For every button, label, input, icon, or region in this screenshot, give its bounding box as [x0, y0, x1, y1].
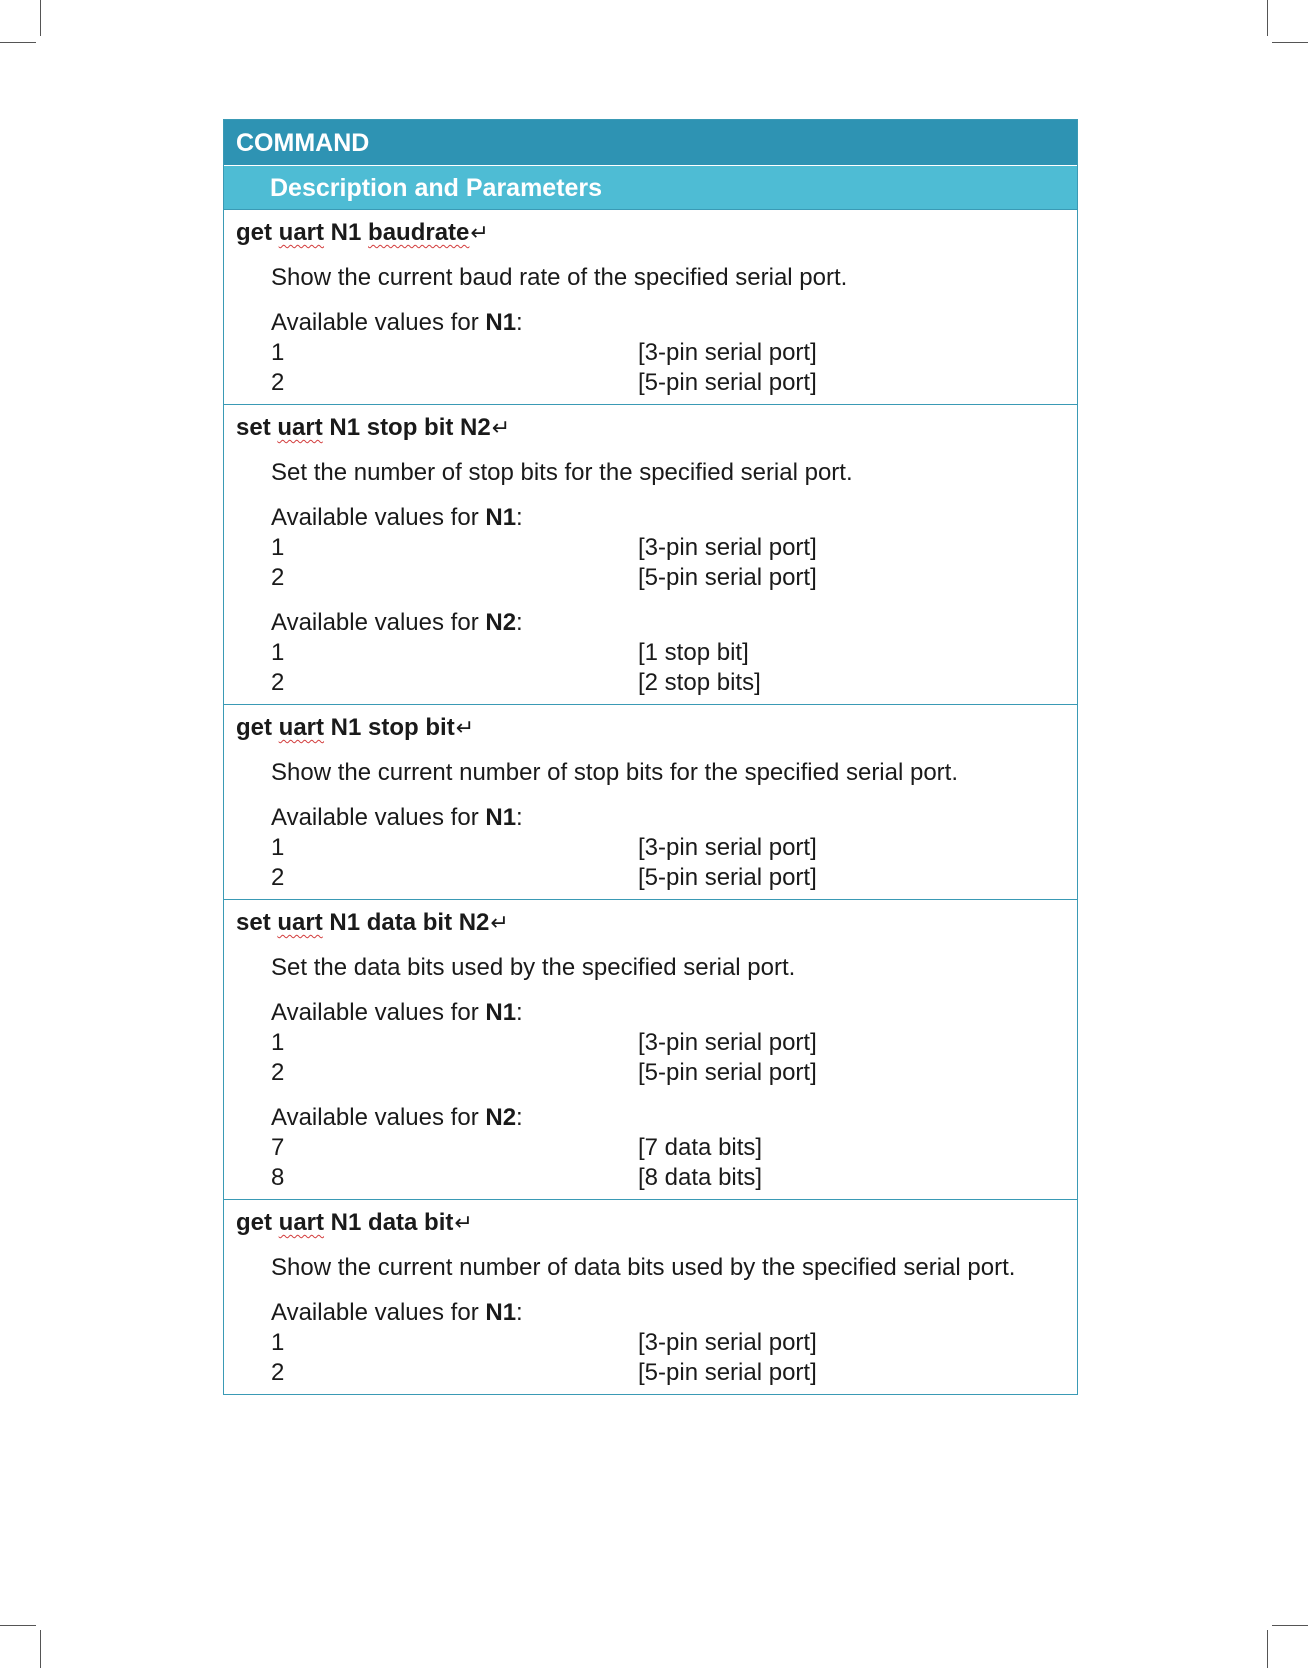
command-syntax-part: get	[236, 714, 279, 741]
command-syntax-part: set	[236, 414, 278, 441]
command-syntax-part: uart	[278, 714, 325, 741]
crop-mark-bottom-right-h	[1272, 1625, 1308, 1626]
command-syntax	[224, 908, 1077, 938]
command-syntax	[224, 1208, 1077, 1238]
parameter-value-row	[224, 1133, 1077, 1163]
return-icon: ↵	[490, 910, 509, 935]
parameter-value-row	[224, 533, 1077, 563]
parameter-value-label: [3-pin serial port]	[638, 1029, 817, 1056]
parameter-value-label: [2 stop bits]	[638, 669, 761, 696]
parameter-value-key: 2	[271, 369, 285, 396]
available-prefix: Available values for	[271, 609, 486, 636]
command-entry	[224, 704, 1077, 899]
parameter-value-label: [5-pin serial port]	[638, 864, 817, 891]
command-syntax-part: uart	[278, 219, 325, 246]
command-syntax	[224, 218, 1077, 248]
parameter-value-key: 7	[271, 1134, 285, 1161]
parameter-value-row	[224, 1358, 1077, 1388]
available-values-label: Available values for N1:	[271, 1299, 523, 1326]
parameter-name: N2	[485, 609, 517, 636]
parameter-value-row	[224, 638, 1077, 668]
return-icon: ↵	[491, 415, 511, 440]
parameter-value-row	[224, 563, 1077, 593]
command-syntax-part: set	[236, 909, 278, 936]
available-prefix: Available values for	[271, 309, 486, 336]
parameter-name: N1	[485, 804, 517, 831]
parameter-name: N1	[485, 504, 517, 531]
parameter-value-label: [8 data bits]	[638, 1164, 763, 1191]
parameter-value-key: 1	[271, 1329, 285, 1356]
parameter-value-label: [5-pin serial port]	[638, 369, 817, 396]
command-entries	[224, 209, 1077, 1394]
command-entry	[224, 1199, 1077, 1394]
command-syntax-part: uart	[277, 414, 323, 441]
command-syntax-part: get	[236, 219, 279, 246]
command-entry	[224, 899, 1077, 1199]
available-values-label: Available values for N1:	[271, 999, 523, 1026]
parameter-name: N1	[485, 1299, 517, 1326]
parameter-value-label: [3-pin serial port]	[638, 834, 817, 861]
parameter-value-key: 2	[271, 864, 285, 891]
command-entry	[224, 404, 1077, 704]
command-syntax	[224, 713, 1077, 743]
parameter-name: N1	[485, 999, 517, 1026]
available-prefix: Available values for	[271, 504, 486, 531]
command-description: Show the current baud rate of the specified serial port.	[271, 264, 848, 291]
available-prefix: Available values for	[271, 804, 486, 831]
available-values-label: Available values for N2:	[271, 1104, 523, 1131]
parameter-value-label: [7 data bits]	[638, 1134, 763, 1161]
parameter-value-row	[224, 1058, 1077, 1088]
parameter-value-key: 2	[271, 1059, 285, 1086]
command-description: Show the current number of data bits used by the specified serial port.	[271, 1254, 1016, 1281]
parameter-value-key: 8	[271, 1164, 285, 1191]
available-prefix: Available values for	[271, 1299, 486, 1326]
crop-mark-top-left-v	[40, 0, 41, 36]
return-icon: ↵	[454, 1210, 473, 1235]
available-values-label: Available values for N1:	[271, 309, 523, 336]
parameter-value-label: [1 stop bit]	[638, 639, 749, 666]
available-values-label: Available values for N1:	[271, 804, 523, 831]
parameter-value-row	[224, 668, 1077, 698]
parameter-value-row	[224, 833, 1077, 863]
command-syntax	[224, 413, 1077, 443]
available-values-label: Available values for N2:	[271, 609, 523, 636]
command-description: Show the current number of stop bits for the specified serial port.	[271, 759, 959, 786]
crop-mark-top-right-h	[1272, 42, 1308, 43]
parameter-value-row	[224, 1163, 1077, 1193]
command-syntax-part: uart	[277, 909, 323, 936]
crop-mark-top-left-h	[0, 42, 36, 43]
return-icon: ↵	[455, 715, 475, 740]
parameter-value-key: 1	[271, 534, 285, 561]
command-syntax-part: get	[236, 1209, 279, 1236]
parameter-value-key: 1	[271, 639, 285, 666]
parameter-value-key: 2	[271, 1359, 285, 1386]
command-syntax-part: baudrate	[368, 219, 470, 246]
parameter-value-row	[224, 368, 1077, 398]
parameter-value-label: [5-pin serial port]	[638, 1059, 817, 1086]
command-entry	[224, 209, 1077, 404]
command-syntax-part: N1 stop bit N2	[322, 414, 491, 441]
command-description: Set the number of stop bits for the specified serial port.	[271, 459, 853, 486]
command-syntax-part: N1 data bit N2	[322, 909, 490, 936]
parameter-value-key: 1	[271, 834, 285, 861]
return-icon: ↵	[470, 220, 489, 245]
parameter-value-label: [3-pin serial port]	[638, 534, 817, 561]
parameter-name: N2	[485, 1104, 517, 1131]
command-table	[223, 119, 1078, 1395]
command-header: COMMAND	[224, 120, 1077, 165]
command-syntax-part: N1 stop bit	[324, 714, 455, 741]
parameter-value-label: [5-pin serial port]	[638, 1359, 817, 1386]
crop-mark-bottom-left-v	[40, 1630, 41, 1668]
command-syntax-part: N1 data bit	[324, 1209, 454, 1236]
command-syntax-part: uart	[278, 1209, 325, 1236]
parameter-value-key: 2	[271, 669, 285, 696]
description-header: Description and Parameters	[224, 165, 1077, 209]
parameter-value-key: 1	[271, 339, 285, 366]
crop-mark-bottom-right-v	[1267, 1630, 1268, 1668]
parameter-value-row	[224, 1028, 1077, 1058]
command-syntax-part: N1	[324, 219, 369, 246]
available-prefix: Available values for	[271, 1104, 486, 1131]
crop-mark-top-right-v	[1267, 0, 1268, 36]
crop-mark-bottom-left-h	[0, 1625, 36, 1626]
parameter-value-row	[224, 863, 1077, 893]
parameter-value-key: 2	[271, 564, 285, 591]
parameter-name: N1	[485, 309, 517, 336]
command-description: Set the data bits used by the specified serial port.	[271, 954, 796, 981]
parameter-value-row	[224, 1328, 1077, 1358]
available-prefix: Available values for	[271, 999, 486, 1026]
parameter-value-label: [3-pin serial port]	[638, 339, 817, 366]
parameter-value-label: [5-pin serial port]	[638, 564, 817, 591]
parameter-value-key: 1	[271, 1029, 285, 1056]
parameter-value-label: [3-pin serial port]	[638, 1329, 817, 1356]
available-values-label: Available values for N1:	[271, 504, 523, 531]
parameter-value-row	[224, 338, 1077, 368]
